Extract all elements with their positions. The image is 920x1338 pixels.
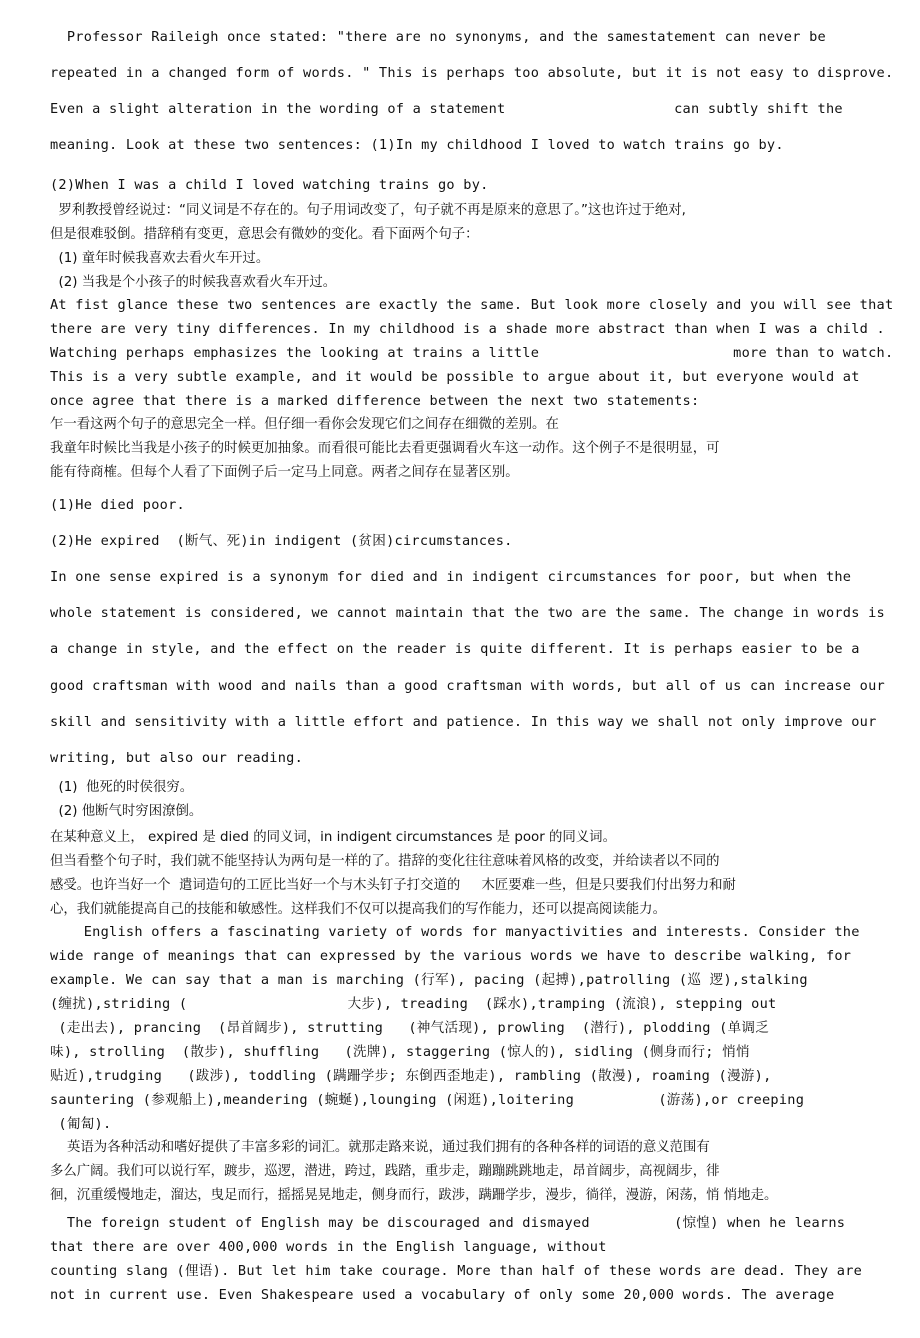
english-text-line: (2)When I was a child I loved watching trains go by. — [50, 177, 489, 193]
chinese-text-line: 我童年时候比当我是小孩子的时候更加抽象。而看很可能比去看更强调看火车这一动作。这个例子不是很明显，可 — [50, 441, 720, 456]
english-text-line: there are very tiny differences. In my childhood is a shade more abstract than when I was a child . — [50, 321, 885, 337]
english-text-line: (匍匐). — [50, 1116, 112, 1132]
english-text-line: counting slang (俚语). But let him take courage. More than half of these words are dead. They are — [50, 1263, 863, 1279]
chinese-text-line: 在某种意义上， expired 是 died 的同义词，in indigent circumstances 是 poor 的同义词。 — [50, 830, 616, 845]
english-text-line: (走出去), prancing (昂首阔步), strutting (神气活现), prowling (潜行), plodding (单调乏 — [50, 1020, 770, 1036]
chinese-text-line: 英语为各种活动和嗜好提供了丰富多彩的词汇。就那走路来说，通过我们拥有的各种各样的词语的意义范围有 — [50, 1140, 710, 1155]
english-text-line: skill and sensitivity with a little effort and patience. In this way we shall not only improve our — [50, 714, 877, 730]
chinese-text-line: (2) 当我是个小孩子的时候我喜欢看火车开过。 — [50, 275, 337, 290]
english-text-line: This is a very subtle example, and it would be possible to argue about it, but everyone would at — [50, 369, 860, 385]
chinese-text-line: 乍一看这两个句子的意思完全一样。但仔细一看你会发现它们之间存在细微的差别。在 — [50, 417, 559, 432]
english-text-line: good craftsman with wood and nails than a good craftsman with words, but all of us can increase our — [50, 678, 885, 694]
chinese-text-line: (1) 童年时候我喜欢去看火车开过。 — [50, 251, 270, 266]
chinese-text-line: 但是很难驳倒。措辞稍有变更，意思会有微妙的变化。看下面两个句子： — [50, 227, 479, 242]
english-text-line: once agree that there is a marked difference between the next two statements: — [50, 393, 700, 409]
english-text-line: Professor Raileigh once stated: "there are no synonyms, and the samestatement can never be — [50, 29, 826, 45]
chinese-text-line: 心，我们就能提高自己的技能和敏感性。这样我们不仅可以提高我们的写作能力，还可以提高阅读能力。 — [50, 902, 666, 917]
english-text-line: example. We can say that a man is marching (行军), pacing (起搏),patrolling (巡 逻),stalking — [50, 972, 808, 988]
english-text-line: 味), strolling (散步), shuffling (洗牌), staggering (惊人的), sidling (侧身而行; 悄悄 — [50, 1044, 750, 1060]
english-text-line: whole statement is considered, we cannot maintain that the two are the same. The change in words is — [50, 605, 885, 621]
english-text-line: not in current use. Even Shakespeare used a vocabulary of only some 20,000 words. The average — [50, 1287, 835, 1303]
english-text-line: At fist glance these two sentences are exactly the same. But look more closely and you will see that — [50, 297, 894, 313]
english-text-line: a change in style, and the effect on the reader is quite different. It is perhaps easier to be a — [50, 641, 860, 657]
chinese-text-line: 罗利教授曾经说过：“同义词是不存在的。句子用词改变了，句子就不再是原来的意思了。”这也许过于绝对, — [50, 203, 686, 218]
chinese-text-line: (1) 他死的时侯很穷。 — [50, 780, 194, 795]
english-text-line: Watching perhaps emphasizes the looking at trains a little more than to watch. — [50, 345, 894, 361]
english-text-line: wide range of meanings that can expressed by the various words we have to describe walking, for — [50, 948, 852, 964]
english-text-line: In one sense expired is a synonym for died and in indigent circumstances for poor, but when the — [50, 569, 852, 585]
chinese-text-line: 但当看整个句子时，我们就不能坚持认为两句是一样的了。措辞的变化往往意味着风格的改变，并给读者以不同的 — [50, 854, 720, 869]
english-text-line: The foreign student of English may be discouraged and dismayed (惊惶) when he learns — [50, 1215, 846, 1231]
chinese-text-line: 感受。也许当好一个 遣词造句的工匠比当好一个与木头钉子打交道的 木匠要难一些，但是只要我们付出努力和耐 — [50, 878, 736, 893]
english-text-line: writing, but also our reading. — [50, 750, 304, 766]
english-text-line: (缠扰),striding ( 大步), treading (踩水),tramping (流浪), stepping out — [50, 996, 777, 1012]
chinese-text-line: 徊，沉重缓慢地走，溜达，曳足而行，摇摇晃晃地走，侧身而行，跋涉，蹒跚学步，漫步，徜徉，漫游，闲荡，悄 悄地走。 — [50, 1188, 778, 1203]
chinese-text-line: 能有待商榷。但每个人看了下面例子后一定马上同意。两者之间存在显著区别。 — [50, 465, 519, 480]
english-text-line: that there are over 400,000 words in the English language, without — [50, 1239, 607, 1255]
english-text-line: repeated in a changed form of words. " This is perhaps too absolute, but it is not easy to disprove. — [50, 65, 894, 81]
english-text-line: sauntering (参观船上),meandering (蜿蜒),lounging (闲逛),loitering (游荡),or creeping — [50, 1092, 805, 1108]
chinese-text-line: 多么广阔。我们可以说行军，踱步，巡逻，潜进，跨过，践踏，重步走，蹦蹦跳跳地走，昂首阔步，高视阔步，徘 — [50, 1164, 720, 1179]
english-text-line: Even a slight alteration in the wording of a statement can subtly shift the — [50, 101, 843, 117]
english-text-line: meaning. Look at these two sentences: (1)In my childhood I loved to watch trains go by. — [50, 137, 784, 153]
english-text-line: (1)He died poor. — [50, 497, 185, 513]
english-text-line: (2)He expired (断气、死)in indigent (贫困)circumstances. — [50, 533, 513, 549]
english-text-line: English offers a fascinating variety of words for manyactivities and interests. Consider the — [50, 924, 860, 940]
english-text-line: 贴近),trudging (跋涉), toddling (蹒跚学步; 东倒西歪地走), rambling (散漫), roaming (漫游), — [50, 1068, 772, 1084]
chinese-text-line: (2) 他断气时穷困潦倒。 — [50, 804, 203, 819]
